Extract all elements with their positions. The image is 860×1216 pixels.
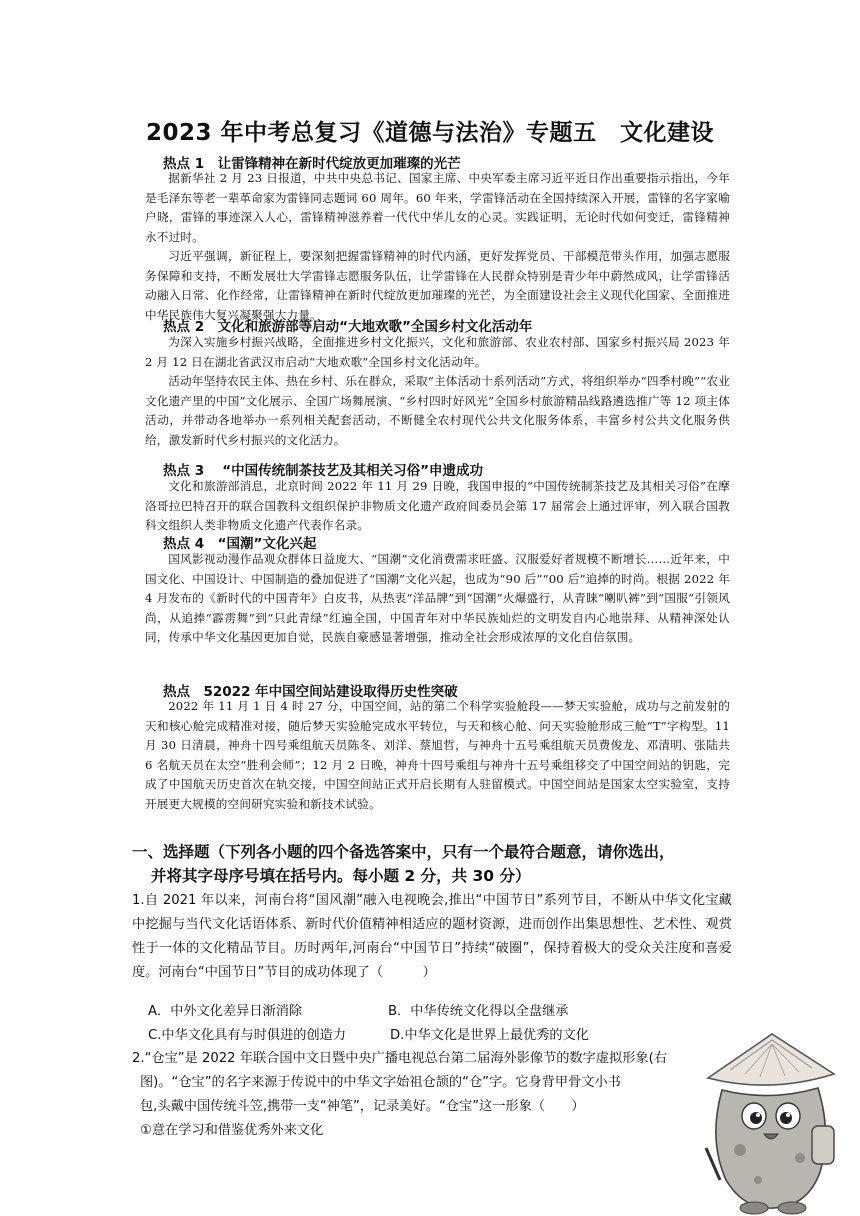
hotspot-3-heading: 热点 3 “中国传统制茶技艺及其相关习俗”申遗成功 — [163, 463, 484, 479]
hotspot-2-heading: 热点 2 文化和旅游部等启动“大地欢歌”全国乡村文化活动年 — [163, 319, 533, 335]
question-1-option-b: B．中华传统文化得以全盘继承 — [388, 1004, 569, 1019]
section-heading-line-2: 并将其字母序号填在括号内。每小题 2 分，共 30 分） — [151, 867, 531, 885]
question-2-stem-line-1: 2.“仓宝”是 2022 年联合国中文日暨中央广播电视总台第二届海外影像节的数字虚拟形象(右 — [132, 1051, 667, 1066]
hotspot-5-paragraph-1: 2022 年 11 月 1 日 4 时 27 分，中国空间，站的第二个科学实验舱段——梦天实验舱，成功与之前发射的天和核心舱完成精准对接，随后梦天实验舱完成水平转位，与天和核心舱、问天实验舱形成三舱“T”字构型。11 月 30 日清晨，神舟十四号乘组航天员陈冬、刘洋、蔡旭哲，与神舟十五号乘组航天员费俊龙、邓清明、张陆共 6 名航天员在太空“胜利会师”；12 月 2 日晚，神舟十四号乘组与神舟十五号乘组移交了中国空间站的钥匙，完成了中国航天历史首次在轨交接，中国空间站正式开启长期有人驻留模式。中国空间站是国家太空实验室，支持开展更大规模的空间研究实验和新技术试验。 — [145, 699, 730, 811]
question-2-item-1: ①意在学习和借鉴优秀外来文化 — [140, 1123, 324, 1138]
question-1-option-row-1 — [148, 1000, 728, 1024]
hotspot-4-heading: 热点 4 “国潮”文化兴起 — [163, 536, 317, 552]
question-2-stem — [132, 1047, 732, 1143]
hotspot-2-paragraph-1: 为深入实施乡村振兴战略，全面推进乡村文化振兴，文化和旅游部、农业农村部、国家乡村振兴局 2023 年 2 月 12 日在湖北省武汉市启动“大地欢歌”全国乡村文化活动年。 — [145, 335, 730, 369]
question-1-option-row-2 — [148, 1024, 728, 1048]
page-title: 2023 年中考总复习《道德与法治》专题五 文化建设 — [145, 120, 715, 146]
question-1-option-a: A．中外文化差异日渐消除 — [148, 1004, 303, 1019]
hotspot-5-heading: 热点 52022 年中国空间站建设取得历史性突破 — [163, 684, 458, 700]
question-1-option-c: C.中华文化具有与时俱进的创造力 — [148, 1028, 347, 1043]
hotspot-1-paragraph-2: 习近平强调，新征程上，要深刻把握雷锋精神的时代内涵，更好发挥党员、干部模范带头作用，加强志愿服务保障和支持，不断发展壮大学雷锋志愿服务队伍，让学雷锋在人民群众特别是青少年中蔚然成风，让学雷锋活动融入日常、化作经常，让雷锋精神在新时代绽放更加璀璨的光芒，为全面建设社会主义现代化国家、全面推进中华民族伟大复兴凝聚强大力量。 — [145, 249, 730, 322]
hotspot-1-paragraph-1: 据新华社 2 月 23 日报道，中共中央总书记、国家主席、中央军委主席习近平近日作出重要指示指出，今年是毛泽东等老一辈革命家为雷锋同志题词 60 周年。60 年来，学雷锋活动在全国持续深入开展，雷锋的名字家喻户晓，雷锋的事迹深入人心，雷锋精神滋养着一代代中华儿女的心灵。实践证明，无论时代如何变迁，雷锋精神永不过时。 — [145, 171, 730, 244]
hotspot-4-paragraph-1: 国风影视动漫作品观众群体日益庞大、“国潮”文化消费需求旺盛、汉服爱好者规模不断增长……近年来，中国文化、中国设计、中国制造的叠加促进了“国潮”文化兴起，也成为“90 后”“00 后”追捧的时尚。根据 2022 年 4 月发布的《新时代的中国青年》白皮书，从热衷“洋品牌”到“国潮”火爆盛行，从青睐“喇叭裤”到“国服”引领风尚，从追捧“霹雳舞”到“只此青绿”红遍全国，中国青年对中华民族灿烂的文明发自内心地崇拜、从精神深处认同，传承中华文化基因更加自觉，民族自豪感显著增强，推动全社会形成浓厚的文化自信氛围。 — [145, 552, 730, 644]
question-2-stem-line-2: 图)。“仓宝”的名字来源于传说中的中华文字始祖仓颉的“仓”字。它身背甲骨文小书 — [140, 1075, 621, 1090]
cangbao-mascot-icon — [700, 1030, 840, 1216]
question-1-stem: 1.自 2021 年以来，河南台将“国风潮”融入电视晚会,推出“中国节日”系列节目，不断从中华文化宝藏中挖掘与当代文化话语体系、新时代价值精神相适应的题材资源，进而创作出集思想性、艺术性、观赏性于一体的文化精品节目。历时两年,河南台“中国节日”持续“破圈”，保持着极大的受众关注度和喜爱度。河南台“中国节日”节目的成功体现了（ ） — [132, 893, 732, 980]
hotspot-1-heading: 热点 1 让雷锋精神在新时代绽放更加璀璨的光芒 — [163, 156, 461, 172]
question-2-stem-line-3: 包,头戴中国传统斗笠,携带一支“神笔”，记录美好。“仓宝”这一形象（ ） — [140, 1099, 585, 1114]
hotspot-2-paragraph-2: 活动年坚持农民主体、热在乡村、乐在群众，采取“主体活动十系列活动”方式，将组织举办“四季村晚”“农业文化遗产里的中国”文化展示、全国广场舞展演、“乡村四时好风光”全国乡村旅游精品线路遴选推广等 12 项主体活动，并带动各地举办一系列相关配套活动，不断健全农村现代公共文化服务体系，丰富乡村公共文化服务供给，激发新时代乡村振兴的文化活力。 — [145, 374, 730, 447]
question-1-options — [148, 1000, 728, 1048]
question-1-option-d: D.中华文化是世界上最优秀的文化 — [390, 1028, 589, 1043]
section-heading-line-1: 一、选择题（下列各小题的四个备选答案中，只有一个最符合题意，请你选出， — [132, 843, 675, 861]
section-heading — [132, 840, 742, 888]
hotspot-3-paragraph-1: 文化和旅游部消息，北京时间 2022 年 11 月 29 日晚，我国申报的“中国传统制茶技艺及其相关习俗”在摩洛哥拉巴特召开的联合国教科文组织保护非物质文化遗产政府间委员会第 17 届常会上通过评审，列入联合国教科文组织人类非物质文化遗产代表作名录。 — [145, 479, 730, 532]
